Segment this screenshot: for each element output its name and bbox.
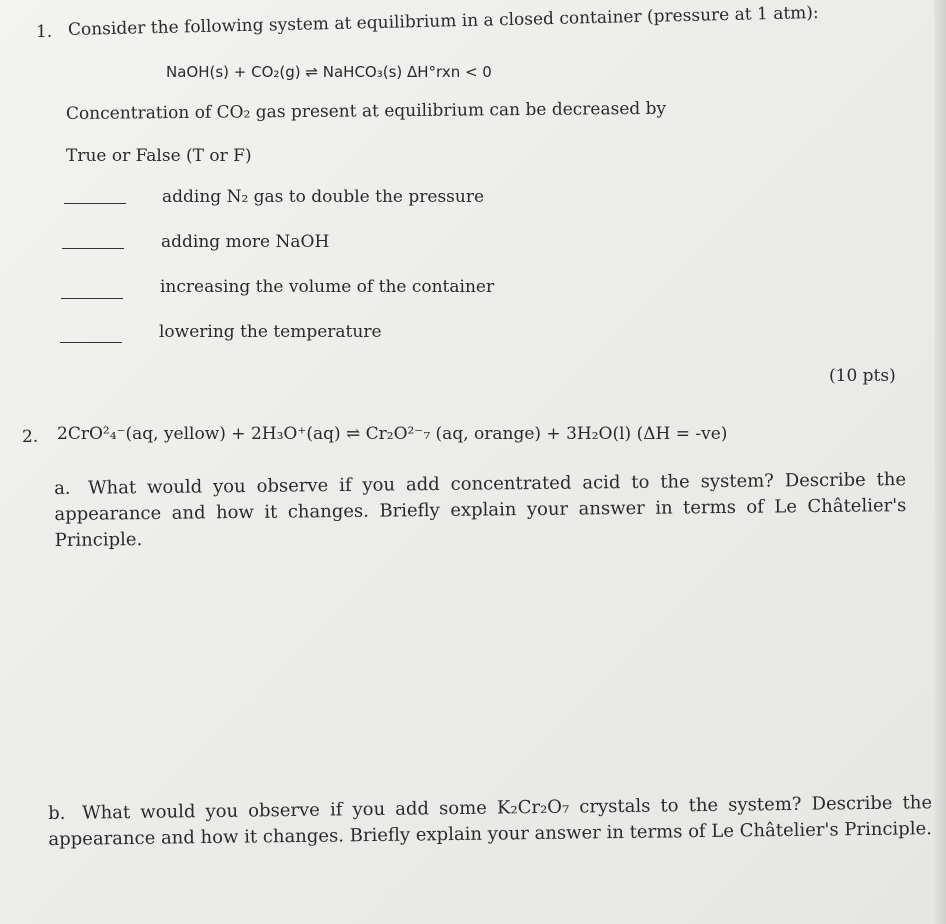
- question-1-item-2: adding more NaOH: [161, 232, 330, 252]
- question-2a-label: a.: [54, 477, 71, 499]
- question-1-instruction: True or False (T or F): [66, 146, 252, 166]
- question-2b-label: b.: [48, 802, 66, 824]
- question-1-number: 1.: [36, 22, 53, 42]
- question-2a-text: What would you observe if you add concentrated acid to the system? Describe the appearance and how it changes. Briefly explain your answer in terms of Le Châtelier's Principle.: [54, 469, 907, 551]
- question-2b-text: What would you observe if you add some K₂Cr₂O₇ crystals to the system? Describe the appearance and how it changes. Briefly explain your answer in terms of Le Châtelier's Principle.: [48, 792, 933, 850]
- answer-blank-4[interactable]: [60, 342, 122, 343]
- question-2b: [48, 790, 933, 853]
- answer-blank-1[interactable]: [64, 203, 126, 204]
- question-2a: [54, 467, 907, 554]
- answer-blank-3[interactable]: [61, 298, 123, 299]
- page-edge-shadow: [934, 0, 946, 924]
- question-2-equation: 2CrO²₄⁻(aq, yellow) + 2H₃O⁺(aq) ⇌ Cr₂O²⁻₇ (aq, orange) + 3H₂O(l) (ΔH = -ve): [57, 424, 728, 444]
- question-1-points: (10 pts): [829, 366, 896, 386]
- question-1-statement: Concentration of CO₂ gas present at equilibrium can be decreased by: [65, 98, 667, 124]
- question-1-equation: NaOH(s) + CO₂(g) ⇌ NaHCO₃(s) ΔH°rxn < 0: [166, 63, 492, 81]
- question-2-number: 2.: [22, 427, 39, 447]
- question-1-item-4: lowering the temperature: [159, 322, 382, 342]
- question-1-item-1: adding N₂ gas to double the pressure: [162, 187, 485, 207]
- question-1-prompt: Consider the following system at equilibrium in a closed container (pressure at 1 atm):: [67, 2, 819, 40]
- answer-blank-2[interactable]: [62, 248, 124, 249]
- question-1-item-3: increasing the volume of the container: [160, 277, 495, 297]
